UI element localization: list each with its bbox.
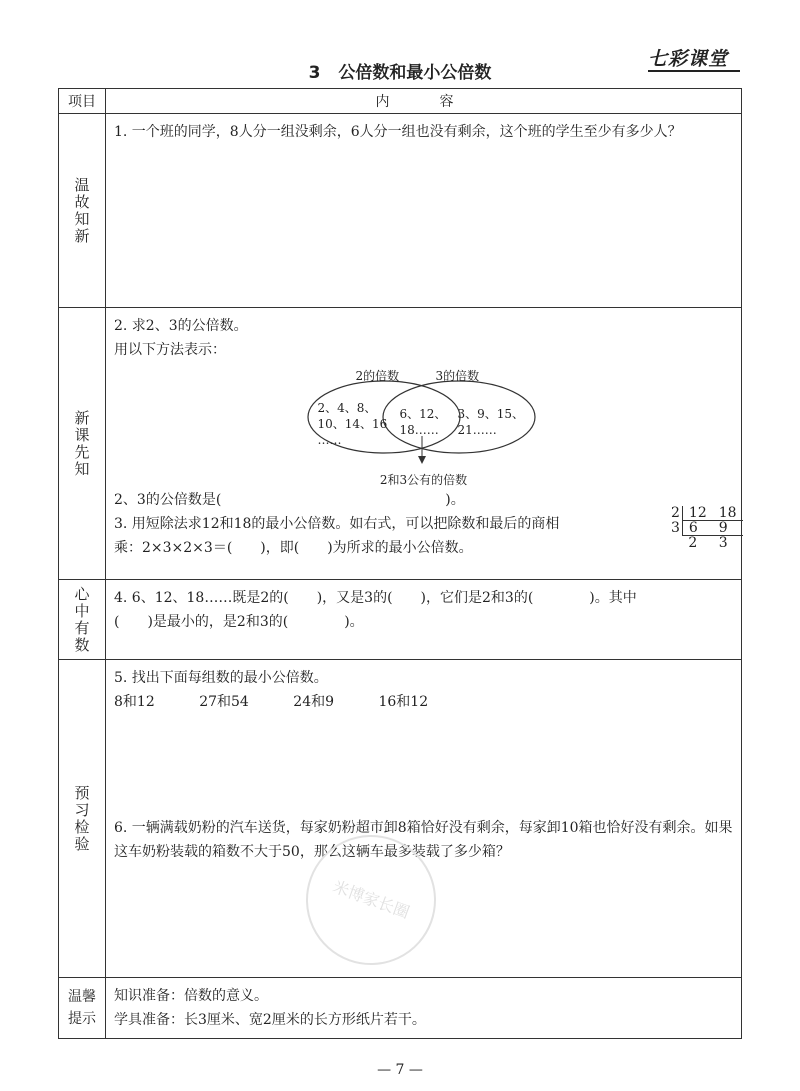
pair-2: 27和54	[199, 694, 249, 710]
tip-knowledge: 知识准备：倍数的意义。	[114, 988, 268, 1004]
question-3: 3. 用短除法求12和18的最小公倍数。如右式，可以把除数和最后的商相	[114, 516, 560, 532]
page-title: 3 公倍数和最小公倍数	[308, 63, 492, 83]
question-1: 1. 一个班的同学，8人分一组没剩余，6人分一组也没有剩余，这个班的学生至少有多少人？	[114, 124, 682, 140]
tip-materials: 学具准备：长3厘米、宽2厘米的长方形纸片若干。	[114, 1012, 426, 1028]
section-preview	[106, 308, 742, 580]
brand-logo: 七彩课堂	[648, 44, 740, 72]
question-2-method: 用以下方法表示：	[114, 342, 226, 358]
section-label-check: 预习检验	[72, 784, 91, 853]
venn-middle-values: 18……	[399, 423, 439, 437]
venn-right-values: 3、9、15、	[457, 407, 525, 421]
venn-left-title: 2的倍数	[355, 369, 400, 383]
venn-left-values: ……	[317, 433, 342, 447]
question-2: 2. 求2、3的公倍数。	[114, 318, 248, 334]
venn-left-values: 2、4、8、	[317, 401, 377, 415]
venn-middle-values: 6、12、	[399, 407, 447, 421]
watermark-seal: 米博家长圈	[288, 817, 455, 984]
short-division: 2 12 18 3 6 9 2 3	[669, 506, 731, 550]
pair-4: 16和12	[378, 694, 429, 710]
venn-right-title: 3的倍数	[435, 369, 480, 383]
venn-right-values: 21……	[457, 423, 497, 437]
venn-bottom-label: 2和3公有的倍数	[379, 473, 468, 487]
question-4: 4. 6、12、18……既是2的( )，又是3的( )，它们是2和3的( )。其中	[114, 590, 637, 606]
page-number: — 7 —	[377, 1062, 423, 1078]
question-4-line2: ( )是最小的，是2和3的( )。	[114, 614, 364, 630]
pairs-row	[114, 690, 733, 714]
header-content: 内 容	[106, 89, 742, 114]
pair-3: 24和9	[293, 694, 335, 710]
section-label-preview: 新课先知	[72, 409, 91, 478]
section-label-tips: 温馨提示	[68, 989, 96, 1027]
section-label-mind: 心中有数	[72, 585, 91, 654]
pair-1: 8和12	[114, 694, 155, 710]
venn-left-values: 10、14、16	[317, 417, 388, 431]
header-item: 项目	[59, 89, 106, 114]
question-6: 6. 一辆满载奶粉的汽车送货，每家奶粉超市卸8箱恰好没有剩余，每家卸10箱也恰好没有剩余。如果这车奶粉装载的箱数不大于50，那么这辆车最多装载了多少箱？	[114, 820, 733, 860]
question-3-line2: 乘：2×3×2×3＝( )，即( )为所求的最小公倍数。	[114, 540, 473, 556]
venn-diagram	[304, 362, 544, 472]
section-label-review: 温故知新	[72, 176, 91, 245]
answer-2: 2、3的公倍数是( )。	[114, 492, 465, 508]
question-5: 5. 找出下面每组数的最小公倍数。	[114, 670, 328, 686]
